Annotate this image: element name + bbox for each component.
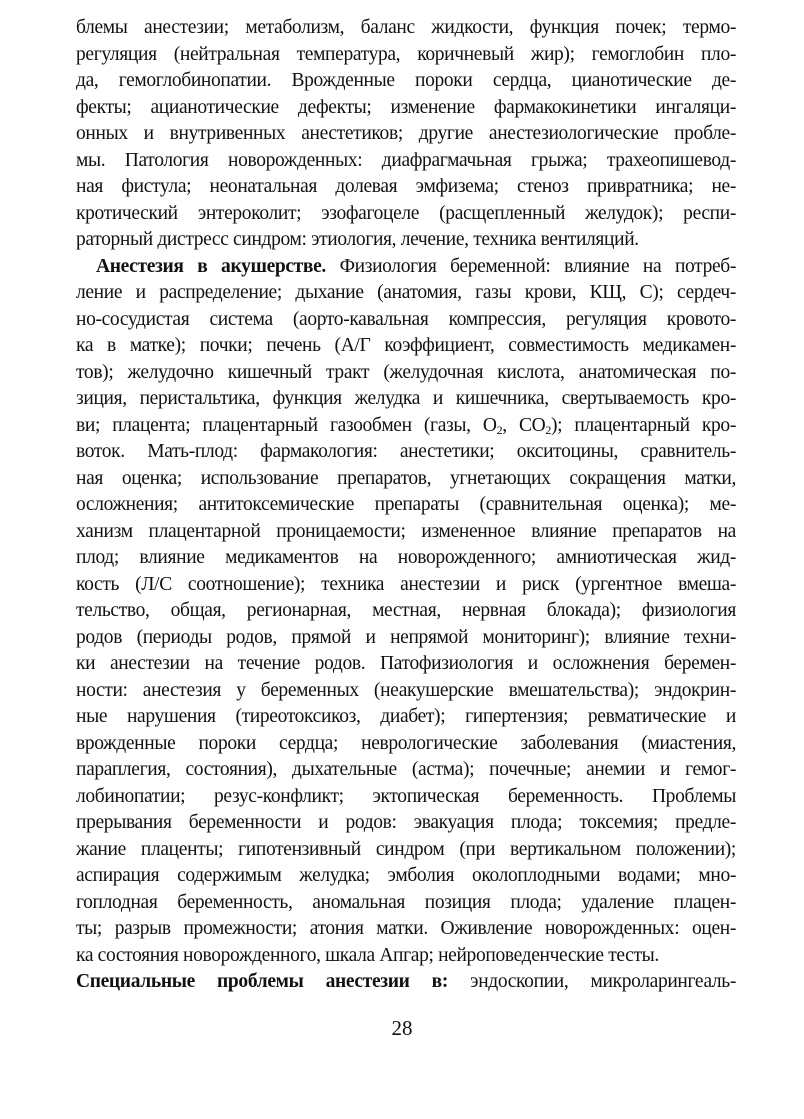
text-line: ханизм плацентарной проницаемости; измененное влияние препаратов на	[76, 520, 736, 542]
text-line	[76, 969, 736, 996]
paragraph-neonatal	[76, 15, 736, 254]
text-line: жание плаценты; гипотензивный синдром (при вертикальном положении);	[76, 838, 736, 860]
text-fragment: Физиология беременной: влияние на потреб-	[325, 255, 737, 277]
text-line: тельство, общая, регионарная, местная, нервная блокада); физиология	[76, 600, 736, 621]
text-line: лобинопатии; резус-конфликт; эктопическая беременность. Проблемы	[76, 785, 736, 807]
text-line: кротический энтероколит; эзофагоцеле (расщепленный желудок); респи-	[76, 202, 736, 224]
text-fragment: , СО	[502, 414, 546, 436]
text-fragment: эндоскопии, микроларингеаль-	[448, 971, 736, 992]
text-line: аспирация содержимым желудка; эмболия околоплодными водами; мно-	[76, 865, 736, 886]
text-line: прерывания беременности и родов: эвакуация плода; токсемия; предле-	[76, 812, 736, 833]
text-line	[76, 254, 736, 281]
text-line: ты; разрыв промежности; атония матки. Оживление новорожденных: оцен-	[76, 918, 736, 939]
text-line: ки анестезии на течение родов. Патофизиология и осложнения беремен-	[76, 653, 736, 674]
text-fragment: ); плацентарный кро-	[551, 414, 736, 436]
text-line: ная фистула; неонатальная долевая эмфизема; стеноз привратника; не-	[76, 176, 736, 197]
text-line: да, гемоглобинопатии. Врожденные пороки сердца, цианотические де-	[76, 70, 736, 91]
text-fragment: ви; плацента; плацентарный газообмен (газы, О	[76, 414, 497, 436]
text-line: осложнения; антитоксемические препараты (сравнительная оценка); ме-	[76, 494, 736, 515]
page-number: 28	[391, 1016, 413, 1040]
paragraph-special-problems	[76, 969, 736, 996]
text-line: раторный дистресс синдром: этиология, лечение, техника вентиляций.	[76, 229, 639, 250]
text-line: мы. Патология новорожденных: диафрагмачьная грыжа; трахеопишевод-	[76, 149, 736, 171]
text-line: параплегия, состояния), дыхательные (астма); почечные; анемии и гемог-	[76, 759, 736, 780]
text-line: но-сосудистая система (аорто-кавальная компрессия, регуляция кровото-	[76, 308, 736, 330]
text-line: плод; влияние медикаментов на новорожденного; амниотическая жид-	[76, 547, 736, 568]
text-line: блемы анестезии; метаболизм, баланс жидкости, функция почек; термо-	[76, 17, 736, 38]
text-line: ка состояния новорожденного, шкала Апгар; нейроповеденческие тесты.	[76, 944, 659, 966]
section-heading-special-problems: Специальные проблемы анестезии в:	[76, 971, 449, 992]
section-heading-obstetrics: Анестезия в акушерстве.	[96, 255, 326, 277]
text-line: воток. Мать-плод: фармакология: анестетики; окситоцины, сравнитель-	[76, 441, 736, 462]
text-line: ка в матке); почки; печень (А/Г коэффициент, совместимость медикамен-	[76, 335, 736, 356]
text-line	[76, 413, 736, 440]
text-line: родов (периоды родов, прямой и непрямой мониторинг); влияние техни-	[76, 626, 736, 648]
text-line: ная оценка; использование препаратов, угнетающих сокращения матки,	[76, 467, 736, 489]
text-line: зиция, перистальтика, функция желудка и кишечника, свертываемость кро-	[76, 388, 736, 409]
text-line: ности: анестезия у беременных (неакушерские вмешательства); эндокрин-	[76, 679, 736, 701]
text-line: врожденные пороки сердца; неврологические заболевания (миастения,	[76, 732, 736, 754]
text-line: тов); желудочно кишечный тракт (желудочная кислота, анатомическая по-	[76, 361, 736, 383]
subscript: 2	[545, 422, 551, 437]
text-line: ление и распределение; дыхание (анатомия, газы крови, КЩ, С); сердеч-	[76, 282, 736, 303]
paragraph-obstetric-anesthesia	[76, 254, 736, 970]
text-line: ные нарушения (тиреотоксикоз, диабет); гипертензия; ревматические и	[76, 706, 736, 727]
subscript: 2	[496, 422, 503, 437]
text-line: фекты; ацианотические дефекты; изменение фармакокинетики ингаляци-	[76, 96, 736, 118]
page-body	[76, 15, 736, 1105]
text-line: кость (Л/С соотношение); техника анестезии и риск (ургентное вмеша-	[76, 573, 736, 595]
text-line: гоплодная беременность, аномальная позиция плода; удаление плацен-	[76, 891, 736, 913]
text-line: регуляция (нейтральная температура, коричневый жир); гемоглобин пло-	[76, 43, 736, 65]
text-line: онных и внутривенных анестетиков; другие анестезиологические пробле-	[76, 123, 736, 144]
